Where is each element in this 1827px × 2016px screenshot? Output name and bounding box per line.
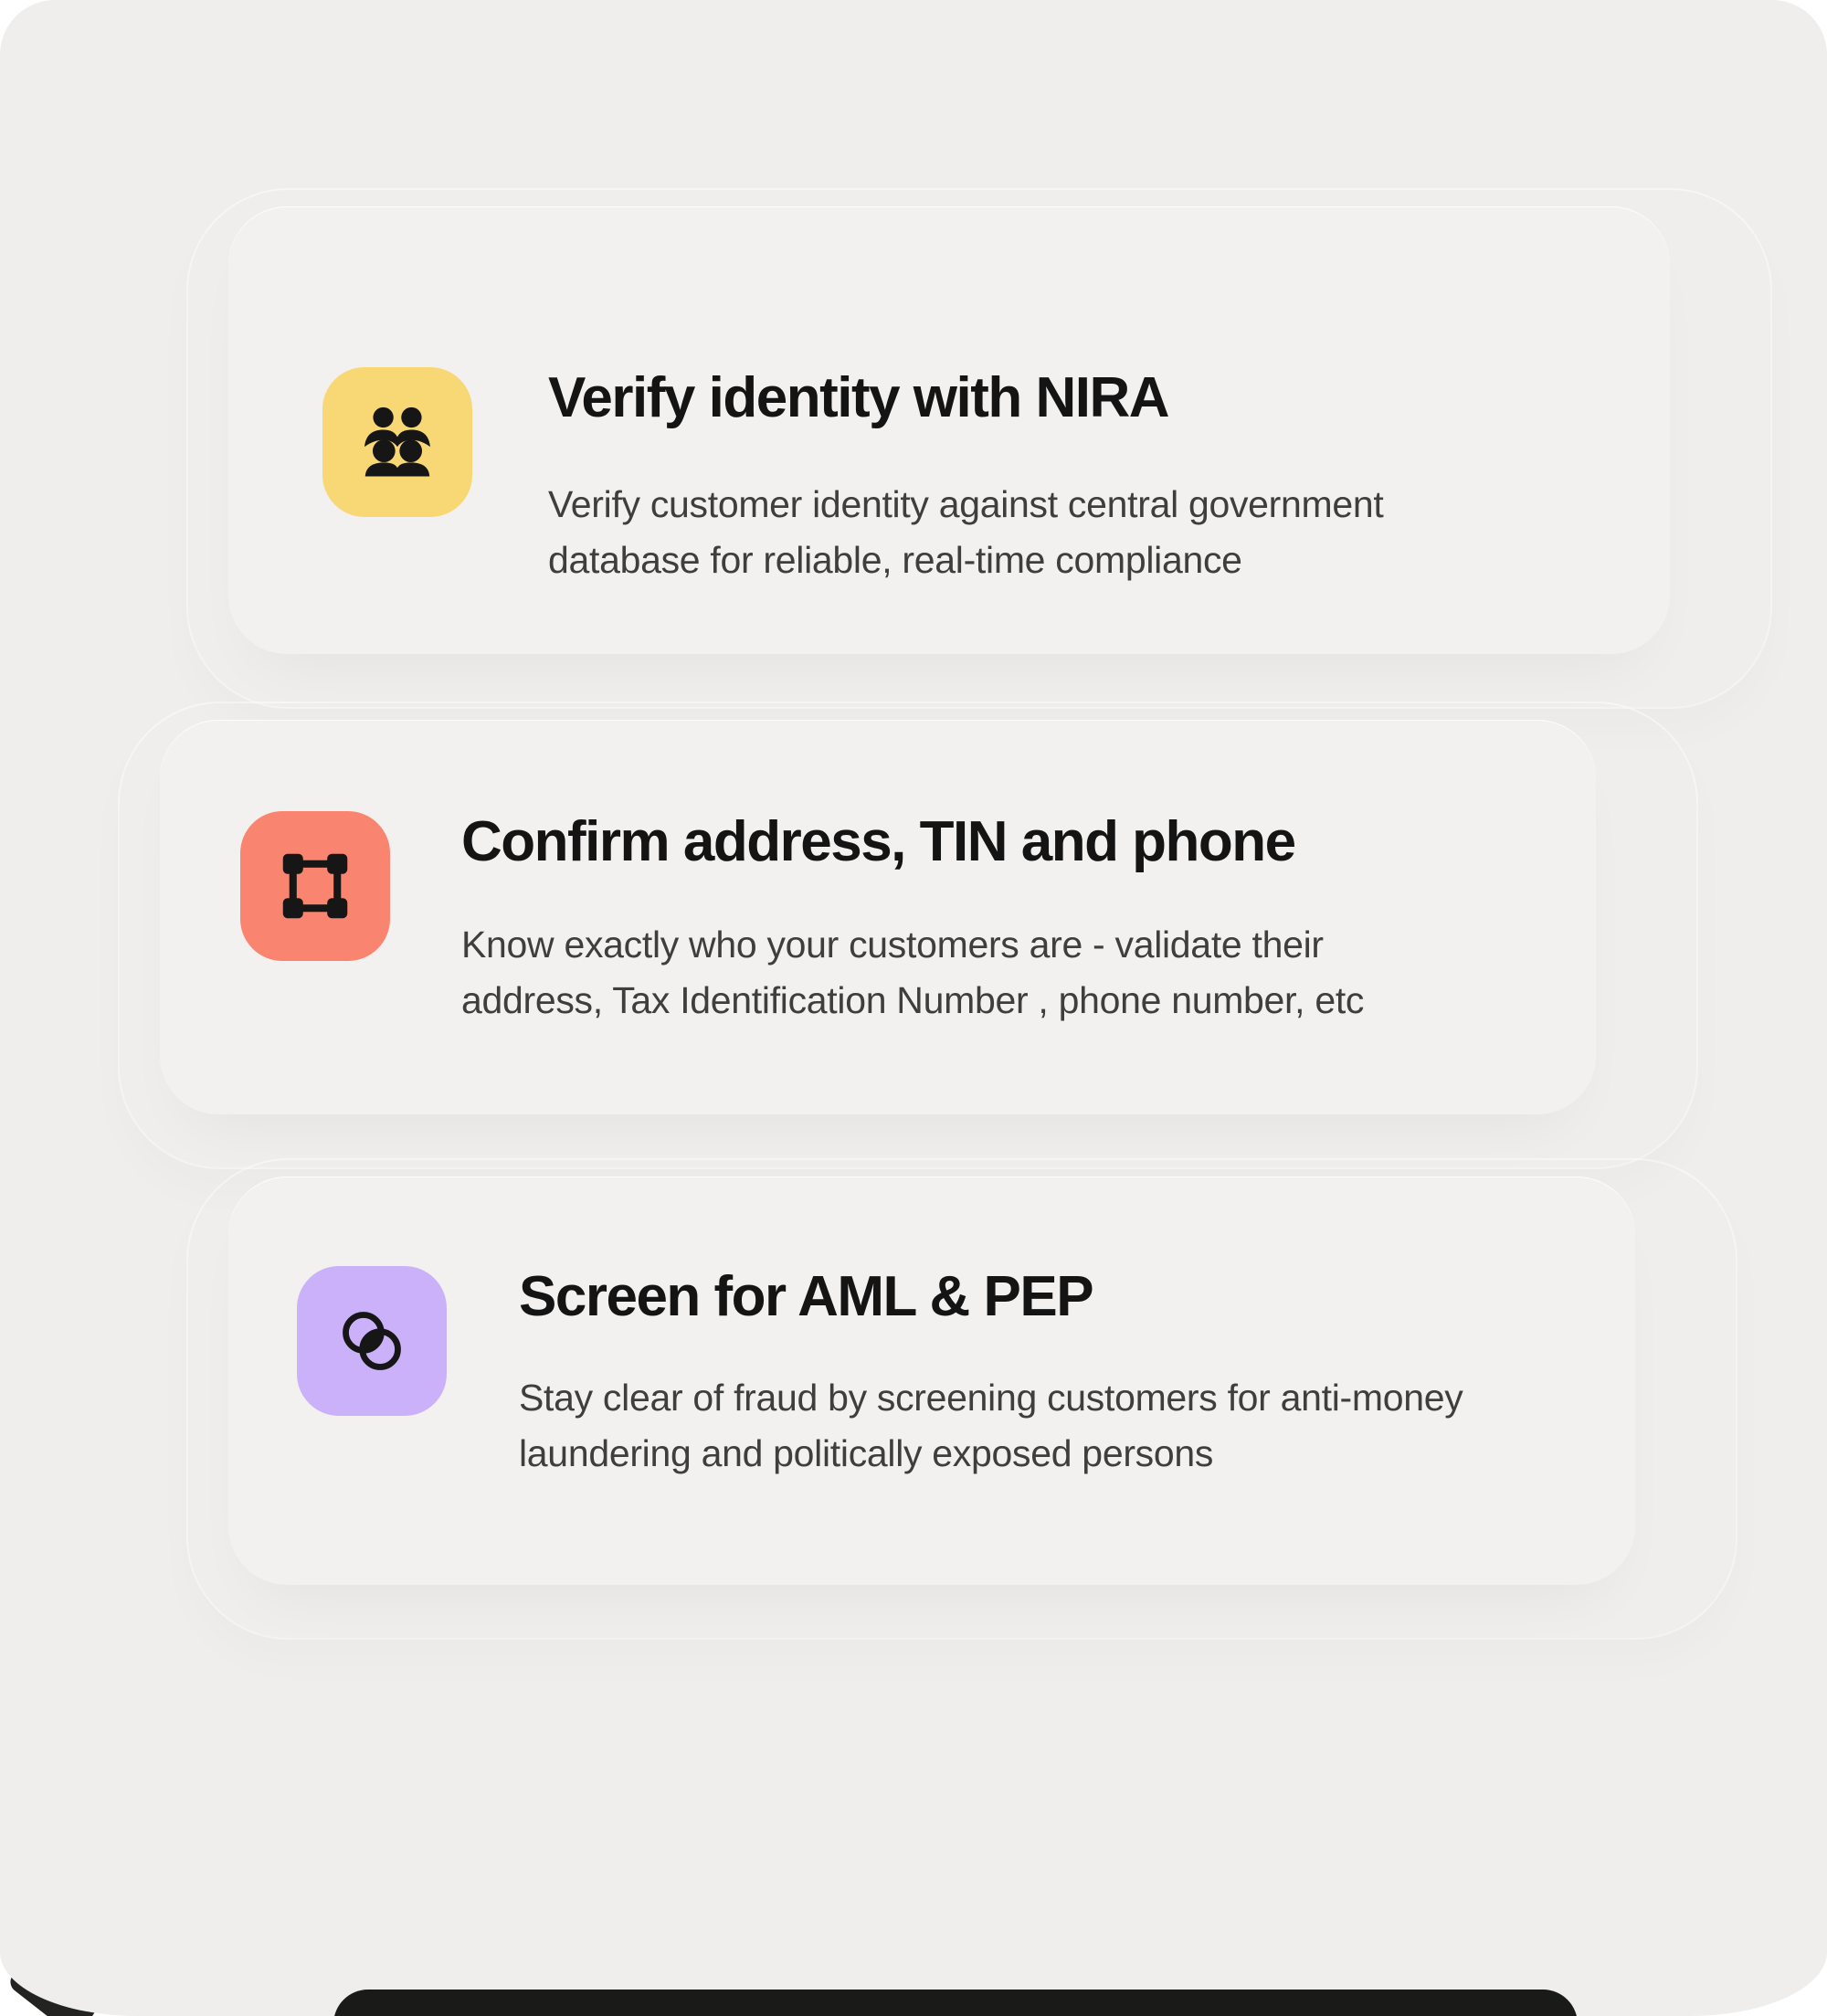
feature-title: Screen for AML & PEP <box>519 1265 1093 1328</box>
venn-overlap-icon <box>297 1266 447 1416</box>
feature-card-aml-pep <box>228 1177 1635 1585</box>
feature-description-line: Stay clear of fraud by screening customers for anti-money <box>519 1377 1463 1419</box>
feature-description-line: Know exactly who your customers are - validate their <box>461 924 1324 966</box>
feature-title: Confirm address, TIN and phone <box>461 810 1295 873</box>
feature-card-nira <box>228 206 1670 654</box>
feature-description-line: laundering and politically exposed persons <box>519 1432 1214 1474</box>
feature-description-line: database for reliable, real-time compliance <box>548 539 1242 581</box>
feature-description <box>461 917 1364 1029</box>
feature-description <box>548 477 1384 588</box>
feature-description-line: address, Tax Identification Number , phone number, etc <box>461 979 1365 1021</box>
feature-card-address-tin-phone <box>160 720 1596 1114</box>
feature-description-line: Verify customer identity against central government <box>548 483 1384 525</box>
bottom-dark-panel <box>333 1990 1578 2016</box>
frame-corners-icon <box>240 811 390 961</box>
feature-description <box>519 1370 1463 1482</box>
feature-title: Verify identity with NIRA <box>548 366 1169 429</box>
people-group-icon <box>322 367 472 517</box>
